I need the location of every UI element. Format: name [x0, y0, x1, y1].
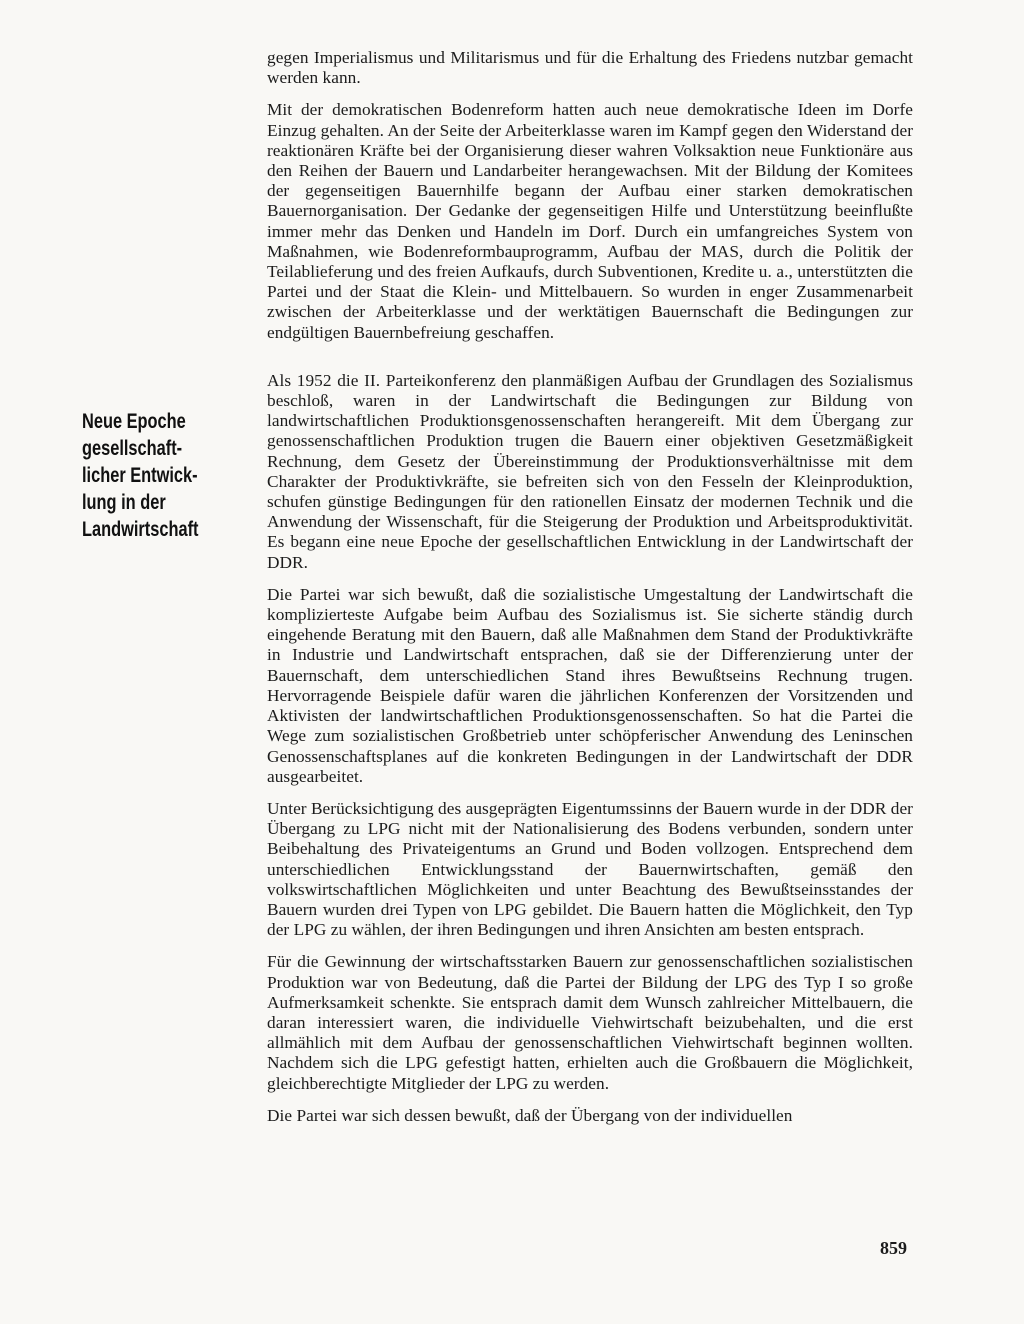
paragraph: Mit der demokratischen Bodenreform hatten auch neue demokratische Ideen im Dorfe Einzug gehalten. An der Seite der Arbeiterklasse waren im Kampf gegen den Widerstand der reaktionären Kräfte bei der Organisierung dieser wahren Volksaktion neue Funktionäre aus den Reihen der Bauern und Landarbeiter herangewachsen. Mit der Bildung der Komitees der gegenseitigen Bauernhilfe begann der Aufbau einer starken demokratischen Bauernorganisation. Der Gedanke der gegenseitigen Hilfe und Unterstützung beeinflußte immer mehr das Denken und Handeln im Dorf. Durch ein umfangreiches System von Maßnahmen, wie Bodenreformbauprogramm, Aufbau der MAS, durch die Politik der Teilablieferung und des freien Aufkaufs, durch Subventionen, Kredite u. a., unterstützten die Partei und der Staat die Klein- und Mittelbauern. So wurden in enger Zusammenarbeit zwischen der Arbeiterklasse und der werktätigen Bauernschaft die Bedingungen zur endgültigen Bauernbefreiung geschaffen. [267, 100, 913, 342]
paragraph: Als 1952 die II. Parteikonferenz den planmäßigen Aufbau der Grundlagen des Sozialismus beschloß, waren in der Landwirtschaft die Bedingungen zur Bildung von landwirtschaftlichen Produktionsgenossenschaften herangereift. Mit dem Übergang zur genossenschaftlichen Produktion trugen die Bauern einer objektiven Gesetzmäßigkeit Rechnung, dem Gesetz der Übereinstimmung der Produktionsverhältnisse mit dem Charakter der Produktivkräfte, sie befreiten sich von den Fesseln der Kleinproduktion, schufen günstige Bedingungen für den rationellen Einsatz der modernen Technik und die Anwendung der Wissenschaft, für die Steigerung der Produktion und Arbeitsproduktivität. Es begann eine neue Epoche der gesellschaftlichen Entwicklung in der Landwirtschaft der DDR. [267, 370, 913, 572]
side-heading: Neue Epoche gesellschaft- licher Entwick- lung in der Landwirtschaft [82, 410, 199, 541]
main-text-column [267, 48, 913, 1138]
paragraph: Die Partei war sich dessen bewußt, daß der Übergang von der individuellen [267, 1105, 793, 1125]
page-number: 859 [880, 1238, 907, 1258]
paragraph: Unter Berücksichtigung des ausgeprägten Eigentumssinns der Bauern wurde in der DDR der Übergang zu LPG nicht mit der Nationalisierung des Bodens verbunden, sondern unter Beibehaltung des Privateigentums an Grund und Boden vollzogen. Entsprechend dem unterschiedlichen Entwicklungsstand der Bauernwirtschaften, gemäß den volkswirtschaftlichen Möglichkeiten und unter Beachtung des Bewußtseinsstandes der Bauern wurden drei Typen von LPG gebildet. Die Bauern hatten die Möglichkeit, den Typ der LPG zu wählen, der ihren Bedingungen und ihren Ansichten am besten entsprach. [267, 798, 913, 940]
paragraph: Für die Gewinnung der wirtschaftsstarken Bauern zur genossenschaftlichen sozialistischen Produktion war von Bedeutung, daß die Partei der Bildung der LPG des Typ I so große Aufmerksamkeit schenkte. Sie entsprach damit dem Wunsch zahlreicher Mittelbauern, die daran interessiert waren, die individuelle Viehwirtschaft beizubehalten, und die erst allmählich mit dem Aufbau der genossenschaftlichen Viehwirtschaft beginnen wollten. Nachdem sich die LPG gefestigt hatten, erhielten auch die Großbauern die Möglichkeit, gleichberechtigte Mitglieder der LPG zu werden. [267, 952, 913, 1093]
paragraph: gegen Imperialismus und Militarismus und für die Erhaltung des Friedens nutzbar gemacht werden kann. [267, 48, 913, 88]
paragraph: Die Partei war sich bewußt, daß die sozialistische Umgestaltung der Landwirtschaft die komplizierteste Aufgabe beim Aufbau des Sozialismus ist. Sie sicherte ständig durch eingehende Beratung mit den Bauern, daß alle Maßnahmen dem Stand der Produktivkräfte in Industrie und Landwirtschaft entsprachen, daß sie der Differenzierung unter der Bauernschaft, dem unterschiedlichen Stand ihres Bewußtseins Rechnung trugen. Hervorragende Beispiele dafür waren die jährlichen Konferenzen der Vorsitzenden und Aktivisten der landwirtschaftlichen Produktionsgenossenschaften. So hat die Partei die Wege zum sozialistischen Großbetrieb unter schöpferischer Anwendung des Leninschen Genossenschaftsplanes auf die konkreten Bedingungen in der Landwirtschaft der DDR ausgearbeitet. [267, 584, 913, 786]
